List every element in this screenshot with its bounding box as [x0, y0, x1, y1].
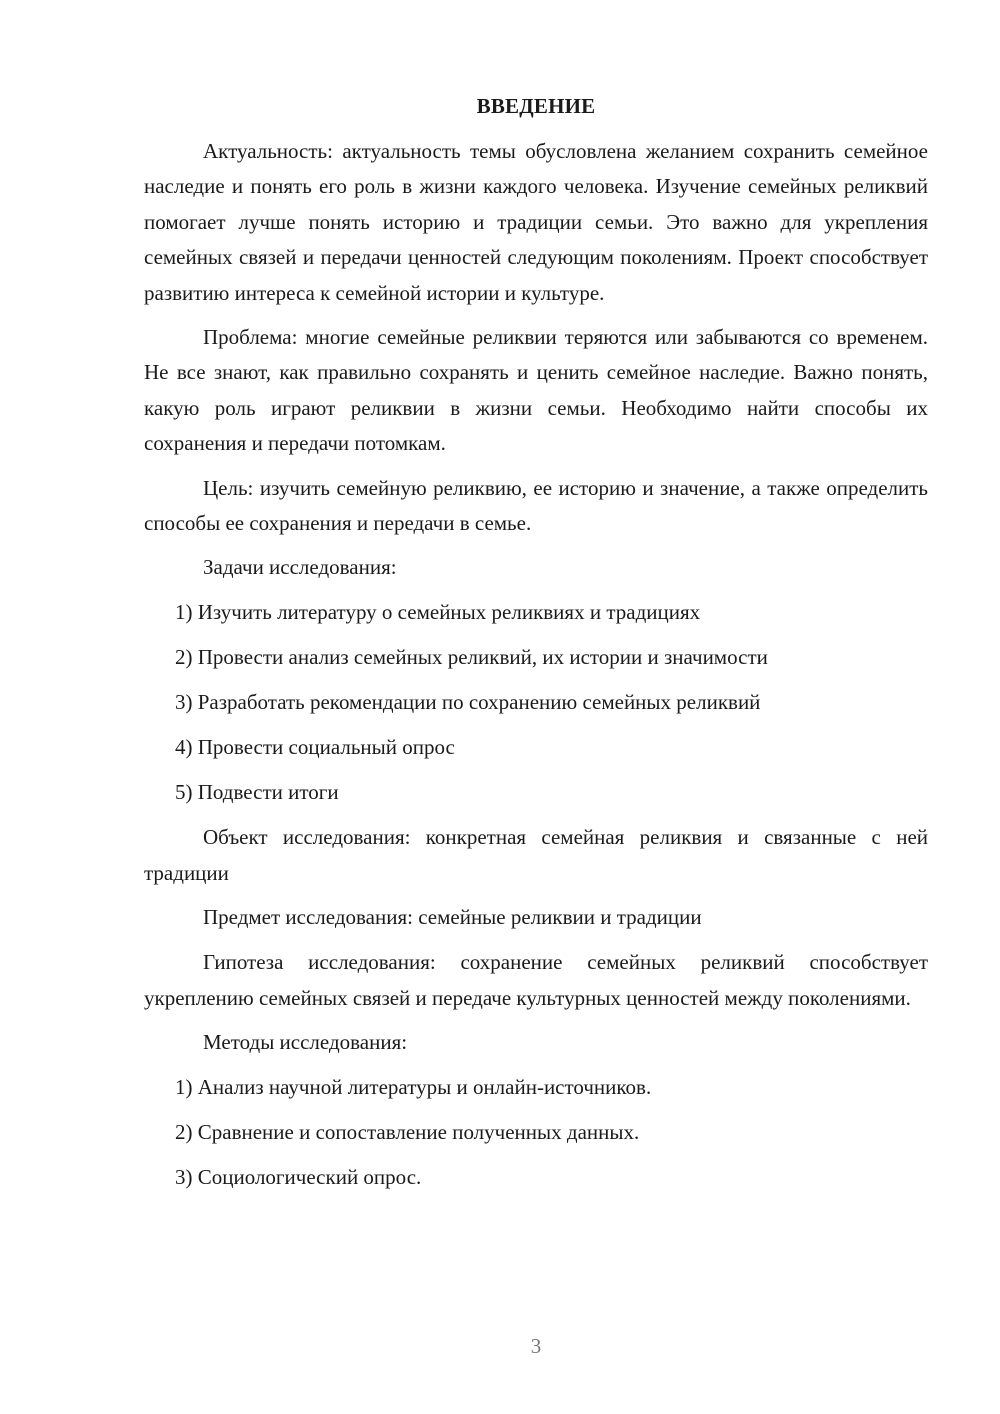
problem-paragraph: Проблема: многие семейные реликвии теряются или забываются со временем. Не все знают, как правильно сохранять и ценить семейное наследие. Важно понять, какую роль играют реликвии в жизни семьи. Необходимо найти способы их сохранения и передачи потомкам. — [144, 325, 928, 456]
task-item: 5) Подвести итоги — [175, 780, 339, 805]
goal-paragraph: Цель: изучить семейную реликвию, ее историю и значение, а также определить способы ее сохранения и передачи в семье. — [144, 475, 928, 536]
methods-list — [144, 1070, 928, 1195]
subject-line: Предмет исследования: семейные реликвии и традиции — [203, 905, 702, 930]
method-item: 1) Анализ научной литературы и онлайн-источников. — [175, 1075, 652, 1100]
hypothesis-paragraph: Гипотеза исследования: сохранение семейных реликвий способствует укреплению семейных связей и передаче культурных ценностей между поколениями. — [144, 950, 928, 1010]
document-page — [144, 92, 928, 1205]
methods-heading: Методы исследования: — [203, 1030, 408, 1055]
method-item: 2) Сравнение и сопоставление полученных данных. — [175, 1120, 640, 1145]
task-item: 2) Провести анализ семейных реликвий, их истории и значимости — [175, 645, 768, 670]
method-item: 3) Социологический опрос. — [175, 1165, 422, 1190]
task-item: 4) Провести социальный опрос — [175, 735, 455, 760]
section-title: ВВЕДЕНИЕ — [476, 94, 596, 118]
relevance-paragraph: Актуальность: актуальность темы обусловлена желанием сохранить семейное наследие и понять его роль в жизни каждого человека. Изучение семейных реликвий помогает лучше понять историю и традиции семьи. Это важно для укрепления семейных связей и передачи ценностей следующим поколениям. Проект способствует развитию интереса к семейной истории и культуре. — [144, 139, 928, 305]
page-number: 3 — [530, 1334, 542, 1358]
tasks-list — [144, 595, 928, 810]
object-paragraph: Объект исследования: конкретная семейная реликвия и связанные с ней традиции — [144, 825, 928, 885]
task-item: 1) Изучить литературу о семейных реликвиях и традициях — [175, 600, 701, 625]
task-item: 3) Разработать рекомендации по сохранению семейных реликвий — [175, 690, 761, 715]
tasks-heading: Задачи исследования: — [203, 555, 397, 580]
